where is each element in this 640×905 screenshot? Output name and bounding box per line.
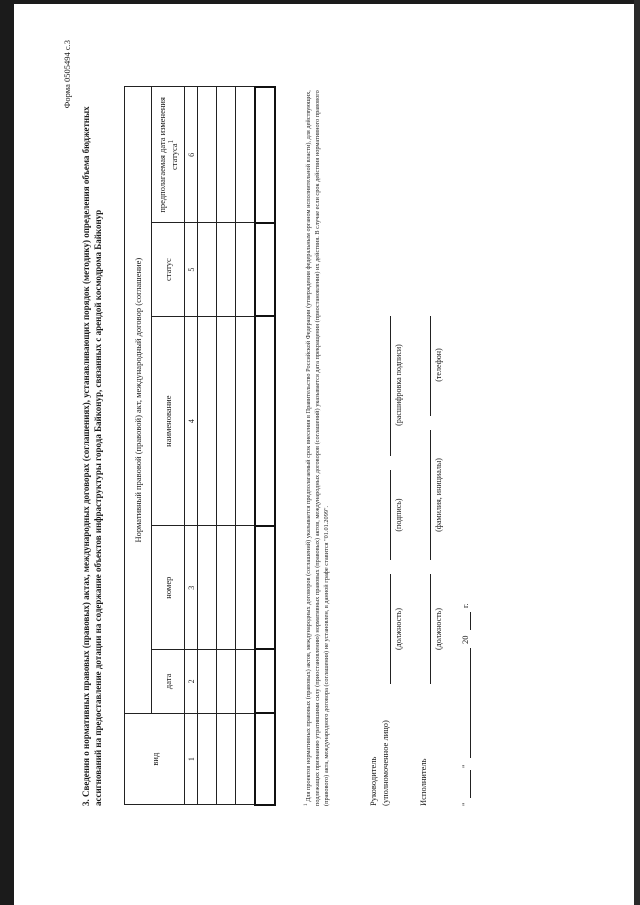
table-cell[interactable] bbox=[217, 526, 236, 650]
scan-edge-left bbox=[0, 0, 14, 905]
table-cell[interactable] bbox=[198, 223, 217, 317]
rotated-form-page bbox=[50, 30, 610, 870]
date-suffix: г. bbox=[460, 603, 470, 608]
table-header-row-1 bbox=[125, 87, 152, 805]
col-number: 4 bbox=[185, 316, 198, 525]
col-number: 3 bbox=[185, 526, 198, 650]
footnote bbox=[302, 86, 331, 806]
footnote-mark: 1 bbox=[304, 803, 309, 806]
head-signature-line[interactable] bbox=[390, 470, 391, 560]
header-group: Нормативный правовой (правовой) акт, международный договор (соглашение) bbox=[125, 87, 152, 713]
header-date-change bbox=[152, 87, 185, 223]
table-row-total bbox=[255, 87, 275, 805]
col-number: 2 bbox=[185, 649, 198, 713]
date-day-line[interactable] bbox=[470, 770, 471, 798]
executor-label: Исполнитель bbox=[418, 758, 428, 806]
table-row bbox=[217, 87, 236, 805]
executor-position-caption: (должность) bbox=[434, 608, 443, 650]
date-month-line[interactable] bbox=[470, 648, 471, 758]
column-number-row bbox=[185, 87, 198, 805]
head-position-line[interactable] bbox=[390, 574, 391, 684]
table-cell[interactable] bbox=[198, 649, 217, 713]
scan-edge-right bbox=[634, 0, 640, 905]
head-decoding-caption: (расшифровка подписи) bbox=[394, 344, 403, 426]
table-row bbox=[198, 87, 217, 805]
table-header-row-2 bbox=[152, 87, 185, 805]
date-quote-close: " bbox=[460, 764, 470, 768]
executor-name-line[interactable] bbox=[430, 430, 431, 560]
form-code: Форма 0505494 с.3 bbox=[62, 40, 72, 109]
date-year-line[interactable] bbox=[470, 612, 471, 630]
section-title bbox=[80, 86, 104, 806]
table-cell[interactable] bbox=[217, 713, 236, 805]
table-cell[interactable] bbox=[255, 649, 275, 713]
head-label: Руководитель bbox=[368, 756, 378, 806]
table-cell[interactable] bbox=[255, 526, 275, 650]
table-cell[interactable] bbox=[217, 223, 236, 317]
header-data: дата bbox=[152, 649, 185, 713]
header-footnote-mark: 1 bbox=[167, 139, 176, 144]
table-cell[interactable] bbox=[236, 649, 256, 713]
acts-table bbox=[124, 86, 276, 806]
head-label-sub: (уполномоченное лицо) bbox=[380, 720, 390, 806]
executor-phone-line[interactable] bbox=[430, 316, 431, 416]
col-number: 5 bbox=[185, 223, 198, 317]
head-signature-caption: (подпись) bbox=[394, 498, 403, 532]
section-title-line-1: 3. Сведения о нормативных правовых (правовых) актах, международных договорах (соглашениях), устанавливающих порядок (методику) определения объема бюджетных bbox=[81, 106, 91, 806]
table-cell[interactable] bbox=[236, 223, 256, 317]
head-position-caption: (должность) bbox=[394, 608, 403, 650]
table-cell[interactable] bbox=[217, 316, 236, 525]
header-status: статус bbox=[152, 223, 185, 317]
table-cell[interactable] bbox=[236, 316, 256, 525]
table-cell[interactable] bbox=[255, 316, 275, 525]
date-quote-open: " bbox=[460, 802, 470, 806]
col-number: 1 bbox=[185, 713, 198, 805]
table-cell[interactable] bbox=[198, 87, 217, 223]
table-cell[interactable] bbox=[217, 87, 236, 223]
header-nomer: номер bbox=[152, 526, 185, 650]
table-cell[interactable] bbox=[198, 316, 217, 525]
table-cell[interactable] bbox=[236, 526, 256, 650]
footnote-text: Для проектов нормативных правовых (правовых) актов, международных договоров (соглашений) указывается предполагаемый срок внесения в Правительство Российской Федерации (утверждения федеральным органом исполнительной власти), для действующих, подлежащих признанию утратившими силу (приостановлению) нормативных правовых (правовых) актов, международных договоров (соглашений) указывается дата прекращения (приостановления) их действия. В случае если срок действия нормативного правового (правового) акта, международного договора (соглашения) не установлен, в данной графе ставится "01.01.2099". bbox=[305, 90, 331, 806]
executor-name-caption: (фамилия, инициалы) bbox=[434, 458, 443, 532]
header-vid: вид bbox=[125, 713, 185, 805]
header-date-change-text: предполагаемая дата изменения статуса bbox=[157, 97, 179, 213]
table-cell[interactable] bbox=[198, 713, 217, 805]
table-row bbox=[236, 87, 256, 805]
table-cell[interactable] bbox=[236, 713, 256, 805]
scan-edge-top bbox=[0, 0, 640, 4]
section-title-line-2: ассигнований на предоставление дотации на содержание объектов инфраструктуры города Байконур, связанных с арендой космодрома Байконур bbox=[93, 209, 103, 806]
table-cell[interactable] bbox=[217, 649, 236, 713]
table-cell[interactable] bbox=[236, 87, 256, 223]
date-year-prefix: 20 bbox=[460, 635, 470, 644]
table-cell[interactable] bbox=[198, 526, 217, 650]
executor-position-line[interactable] bbox=[430, 574, 431, 684]
table-cell[interactable] bbox=[255, 713, 275, 805]
header-naimenovanie: наименование bbox=[152, 316, 185, 525]
table-cell[interactable] bbox=[255, 223, 275, 317]
table-cell[interactable] bbox=[255, 87, 275, 223]
head-decoding-line[interactable] bbox=[390, 316, 391, 456]
executor-phone-caption: (телефон) bbox=[434, 348, 443, 382]
col-number: 6 bbox=[185, 87, 198, 223]
